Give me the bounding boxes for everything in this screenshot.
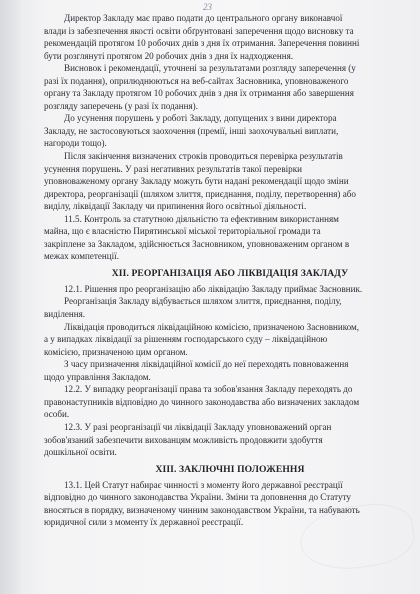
section-12-heading: XII. РЕОРГАНІЗАЦІЯ АБО ЛІКВІДАЦІЯ ЗАКЛАДУ	[111, 267, 349, 279]
text-line: Висновок і рекомендації, уточнені за результатами розгляду заперечення (у	[64, 63, 356, 74]
text-line: закріплене за Закладом, здійснюється Засновником, уповноваженим органом в	[44, 238, 350, 249]
text-line: особи.	[44, 409, 70, 420]
text-line: уповноваженому органу Закладу можуть бути надані рекомендації щодо зміни	[44, 176, 349, 187]
page-number: 23	[203, 2, 212, 12]
section-13-heading: XIII. ЗАКЛЮЧНІ ПОЛОЖЕННЯ	[155, 463, 305, 475]
text-line: виділення.	[44, 309, 86, 320]
text-line: директора, реорганізації (шляхом злиття, приєднання, поділу, перетворення) або	[44, 188, 356, 199]
text-line: межах компетенції.	[44, 251, 119, 262]
text-line: 12.1. Рішення про реорганізацію або ліквідацію Закладу приймає Засновник.	[64, 283, 363, 294]
text-line: 12.3. У разі реорганізації чи ліквідації Закладу уповноважений орган	[64, 421, 332, 432]
text-line: 12.2. У випадку реорганізації права та зобов'язання Закладу переходять до	[64, 384, 353, 395]
text-line: 13.1. Цей Статут набирає чинності з моменту його державної реєстрації	[64, 479, 343, 490]
text-line: рекомендацій протягом 10 робочих днів з дня їх отримання. Заперечення повинні	[44, 38, 360, 49]
text-line: До усунення порушень у роботі Закладу, допущених з вини директора	[64, 113, 337, 124]
text-line: розгляду заперечень (у разі їх подання).	[44, 100, 198, 111]
text-line: Реорганізація Закладу відбувається шляхом злиття, приєднання, поділу,	[64, 296, 342, 307]
text-line: відповідно до чинного законодавства України. Зміни та доповнення до Статуту	[44, 492, 351, 503]
text-line: майна, що є власністю Пирятинської міської територіальної громади та	[44, 226, 321, 237]
text-line: а у випадках ліквідації за рішенням господарського суду – ліквідаційною	[44, 334, 328, 345]
text-line: вносяться в порядку, визначеному чинним законодавством України, та набувають	[44, 504, 360, 515]
text-line: бути розглянуті протягом 20 робочих днів з дня їх надходження.	[44, 50, 294, 61]
text-line: виділу, ліквідації Закладу чи припинення його освітньої діяльності.	[44, 201, 307, 212]
text-line: усунення порушень. У разі негативних результатів такої перевірки	[44, 163, 302, 174]
text-line: дошкільної освіти.	[44, 447, 117, 458]
text-line: Закладу, не застосовуються заохочення (премії, інші заохочувальні виплати,	[44, 125, 339, 136]
text-line: Ліквідація проводиться ліквідаційною комісією, призначеною Засновником,	[64, 321, 360, 332]
document-body	[44, 12, 416, 529]
text-line: 11.5. Контроль за статутною діяльністю та ефективним використанням	[64, 213, 339, 224]
text-line: органу та Закладу протягом 10 робочих днів з дня їх отримання або завершення	[44, 88, 354, 99]
text-line: Після закінчення визначених строків проводиться перевірка результатів	[64, 151, 343, 162]
text-line: Директор Закладу має право подати до центрального органу виконавчої	[64, 13, 343, 23]
section-12-body	[44, 283, 416, 459]
text-line: З часу призначення ліквідаційної комісії до неї переходять повноваження	[64, 359, 349, 370]
text-line: комісією, призначеною цим органом.	[44, 346, 188, 357]
text-line: юридичної сили з моменту їх державної реєстрації.	[44, 517, 244, 528]
section-11-continuation	[44, 12, 416, 263]
text-line: влади із забезпечення якості освіти обґрунтовані заперечення щодо висновку та	[44, 25, 354, 36]
text-line: разі їх подання), оприлюднюються на веб-сайтах Засновника, уповноваженого	[44, 75, 349, 86]
text-line: правонаступників відповідно до чинного законодавства або визначених закладом	[44, 396, 360, 407]
text-line: зобов'язаний забезпечити вихованцям можливість продовжити здобуття	[44, 434, 323, 445]
page-edge-shadow	[0, 0, 22, 594]
text-line: нагороди тощо).	[44, 138, 107, 149]
text-line: щодо управління Закладом.	[44, 371, 151, 382]
